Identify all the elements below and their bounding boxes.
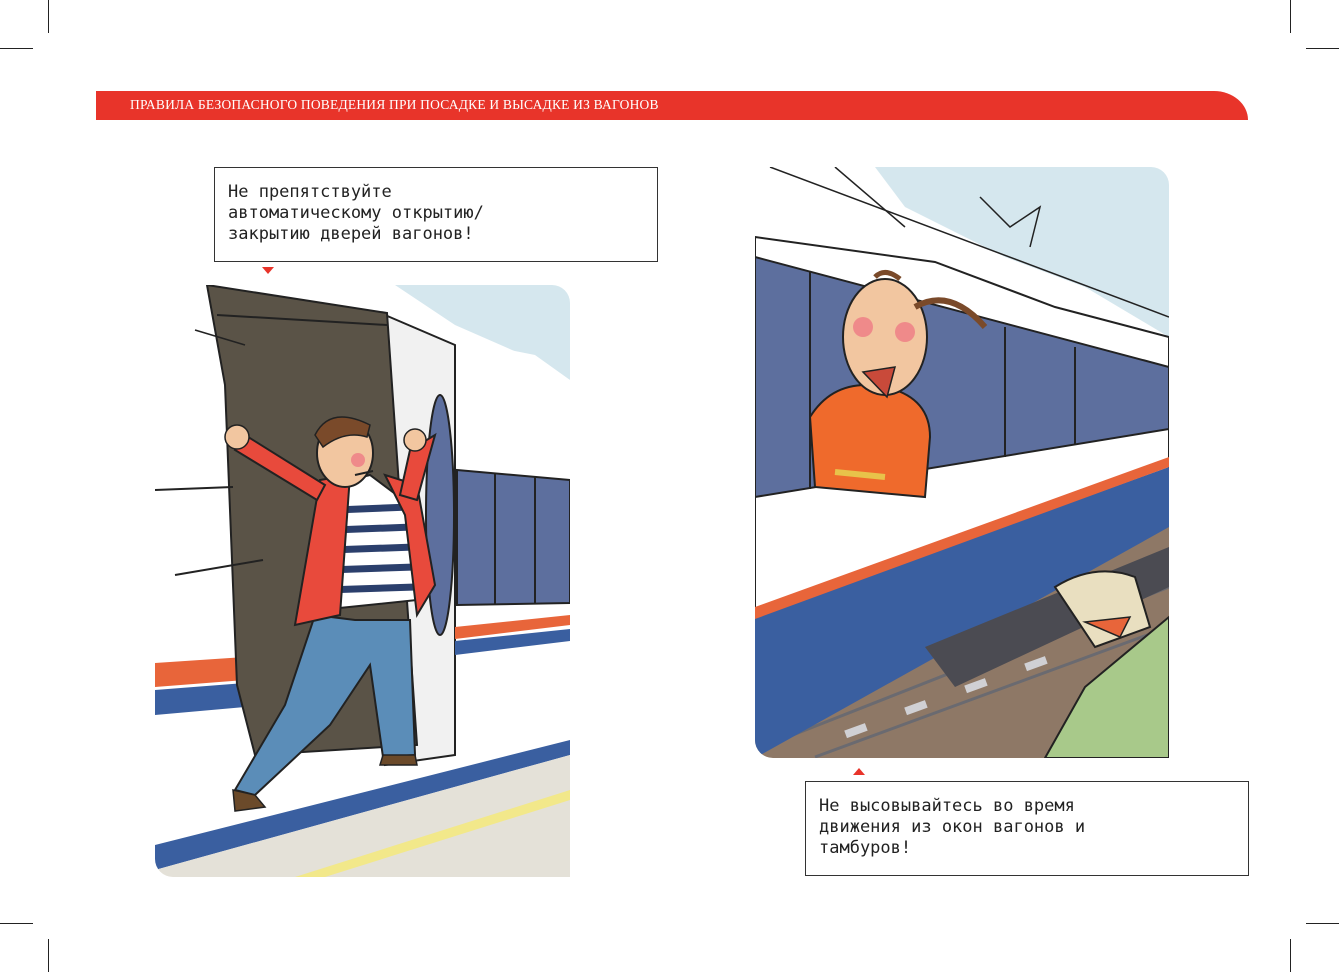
caption-line: Не препятствуйте: [228, 182, 392, 202]
crop-mark: [0, 923, 33, 924]
caption-line: автоматическому открытию/: [228, 203, 484, 223]
crop-mark: [48, 0, 49, 33]
illustration-window: [755, 167, 1169, 758]
page-title: ПРАВИЛА БЕЗОПАСНОГО ПОВЕДЕНИЯ ПРИ ПОСАДКЕ И ВЫСАДКЕ ИЗ ВАГОНОВ: [130, 97, 659, 112]
caption-pointer-icon: [262, 267, 274, 274]
crop-mark: [1306, 923, 1339, 924]
crop-mark: [1290, 0, 1291, 33]
crop-mark: [1306, 48, 1339, 49]
caption-line: Не высовывайтесь во время: [819, 796, 1075, 816]
caption-line: закрытию дверей вагонов!: [228, 224, 474, 244]
illustration-doors: [155, 285, 570, 877]
caption-box-window: [805, 781, 1249, 876]
crop-mark: [48, 939, 49, 972]
caption-pointer-icon: [853, 768, 865, 775]
header-bar: [96, 91, 1248, 120]
crop-mark: [1290, 939, 1291, 972]
caption-line: движения из окон вагонов и: [819, 817, 1086, 837]
caption-box-doors: [214, 167, 658, 262]
crop-mark: [0, 48, 33, 49]
caption-line: тамбуров!: [819, 838, 912, 858]
